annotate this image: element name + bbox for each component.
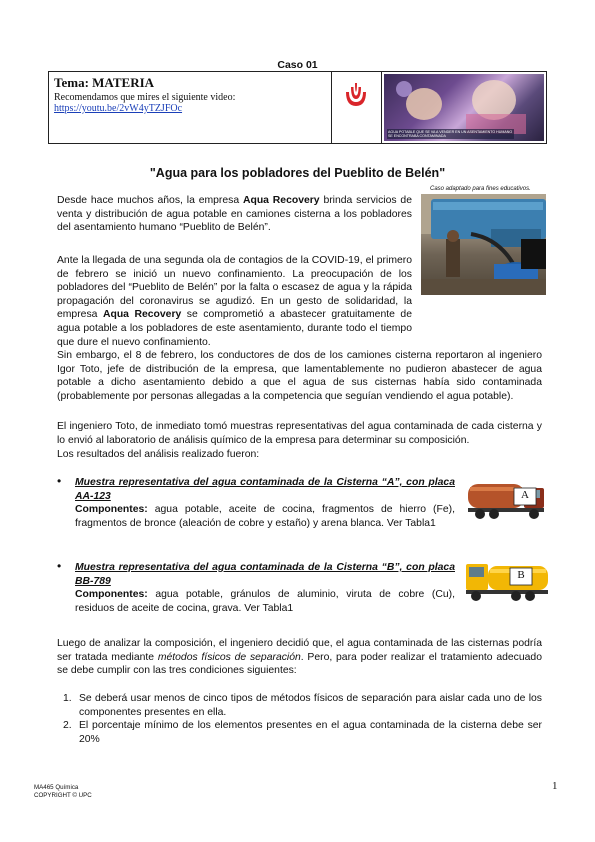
topic-title: Tema: MATERIA [54,75,155,90]
paragraph-intro-text-a: Desde hace muchos años, la empresa [57,195,243,206]
company-name: Aqua Recovery [102,309,182,321]
paragraph-covid-text-a: Ante la llegada de una segunda ola de contagios de la COVID-19, el primero de febrero se inició un nuevo confinamiento. La preocupación de los pobladores del “Pueblito de Belén” por la falta o escasez de agua y la rápida propagación del coronavirus se agudizó. En un gesto de solidaridad, la empresa [57,255,412,321]
copyright: COPYRIGHT © UPC [34,792,92,799]
company-name: Aqua Recovery [242,195,320,206]
components-label: Componentes: [75,504,148,516]
course-code: MA465 Química [34,784,79,791]
truck-b-image [464,556,552,604]
condition-number: 2. [63,720,72,732]
sample-a-title: Muestra representativa del agua contaminada de la Cisterna “A”, con placa AA-123 [75,477,455,502]
condition-text: El porcentaje mínimo de los elementos presentes en el agua contaminada de la cisterna debe ser 20% [79,720,542,745]
sample-a [75,476,455,530]
video-thumbnail-cell[interactable] [382,72,547,143]
bullet-marker: • [57,559,62,573]
condition-text: Se deberá usar menos de cinco tipos de métodos físicos de separación para aislar cada uno de los componentes presentes en ella. [79,693,542,718]
video-thumbnail[interactable] [384,74,544,141]
truck-a-image [466,476,548,522]
logo-cell [331,72,382,143]
paragraph-treatment-text-a: Luego de analizar la composición, el ingeniero decidió que, el agua contaminada de las cisternas podría ser tratada mediante [57,638,542,663]
bullet-marker: • [57,474,62,488]
paragraph-treatment [57,637,542,678]
truck-a-letter: A [521,489,529,501]
sample-b [75,561,455,615]
paragraph-analysis: El ingeniero Toto, de inmediato tomó muestras representativas del agua contaminada de cada cisterna y lo envió al laboratorio de análisis químico de la empresa para determinar su composición. [57,421,542,446]
conditions-list [57,692,542,746]
paragraph-covid-text-b: se comprometió a abastecer gratuitamente de agua potable a los pobladores de este asentamiento, durante todo el tiempo que dure el nuevo confinamiento. [57,309,412,348]
sample-b-components [75,588,455,615]
video-link[interactable]: https://youtu.be/2vW4yTZJFOc [54,103,183,114]
truck-b-letter: B [517,569,525,581]
case-heading: Caso 01 [277,59,318,71]
water-delivery-photo [421,194,546,295]
components-label: Componentes: [75,589,148,601]
case-title: "Agua para los pobladores del Pueblito de Belén" [149,166,446,180]
footer [34,784,92,800]
video-caption: AGUA POTABLE QUE SE VA A VENDER EN UN ASENTAMIENTO HUMANO SE ENCONTRABA CONTAMINADA [388,129,513,138]
upc-logo-icon [343,82,369,110]
sample-b-components-text: agua potable, gránulos de aluminio, viruta de cobre (Cu), residuos de aceite de cocina, grava. Ver Tabla1 [75,589,455,614]
paragraph-contamination: Sin embargo, el 8 de febrero, los conductores de dos de los camiones cisterna reportaron al ingeniero Igor Toto, jefe de distribución de la empresa, que lamentablemente no pudieron abastecer de agua potable a dicho asentamiento debido a que el agua de sus cisternas había sido contaminada (probablemente por personas allegadas a la competencia que seguían vendiendo el agua potable). [57,350,542,402]
header-box [48,71,547,144]
condition-number: 1. [63,693,72,704]
header-info-cell [49,72,332,143]
video-recommendation: Recomendamos que mires el siguiente video: [54,92,236,103]
paragraph-covid [57,254,412,349]
condition-item [57,719,542,746]
sample-a-components-text: agua potable, aceite de cocina, fragmentos de hierro (Fe), fragmentos de bronce (aleación de cobre y estaño) y arena blanca. Ver Tabla1 [75,504,455,529]
page-number: 1 [552,780,558,792]
condition-item [57,692,542,719]
paragraph-intro [57,194,412,235]
adapted-note: Caso adaptado para fines educativos. [430,186,531,192]
paragraph-intro-text-b: brinda servicios de venta y distribución de agua potable en camiones cisterna a los pobladores del asentamiento humano “Pueblito de Belén”. [57,195,412,234]
paragraph-results-intro: Los resultados del análisis realizado fueron: [57,449,260,460]
sample-a-components [75,503,455,530]
sample-b-title: Muestra representativa del agua contaminada de la Cisterna “B”, con placa BB-789 [75,562,455,587]
separation-methods: métodos físicos de separación [157,651,301,663]
paragraph-treatment-text-b: . Pero, para poder realizar el tratamiento adecuado se debe cumplir con las tres condiciones siguientes: [57,651,542,677]
